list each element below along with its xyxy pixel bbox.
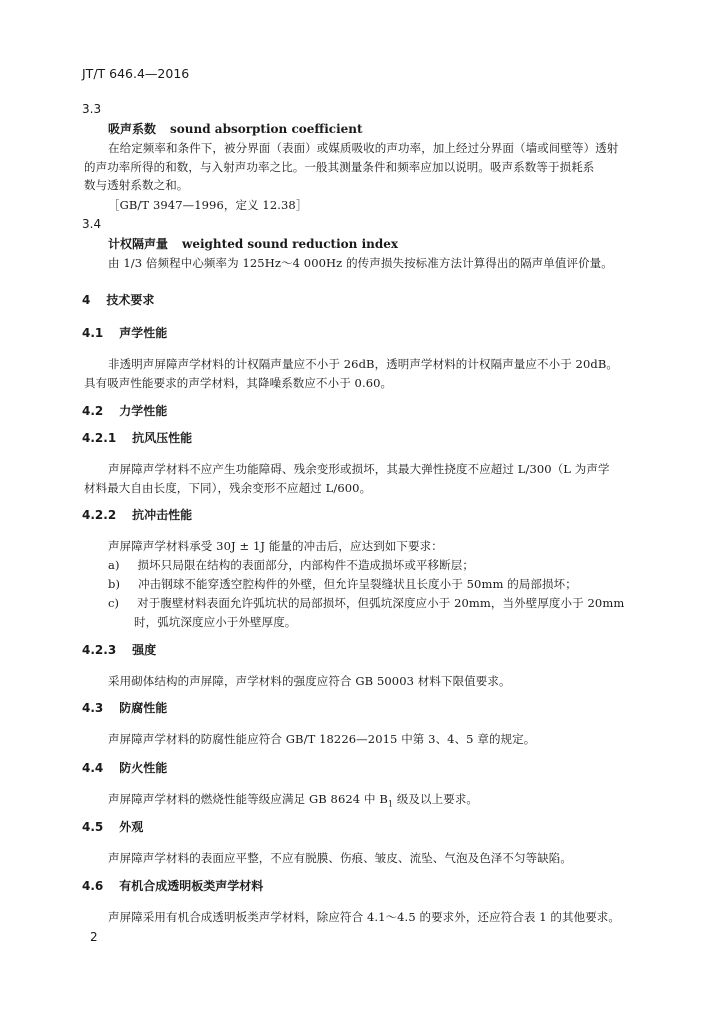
text-part: 级及以上要求。 (393, 792, 479, 806)
clause-number-3-4: 3.4 (82, 217, 102, 231)
section-heading-4-2-1 (82, 430, 192, 446)
section-number: 4 (82, 293, 91, 307)
section-number: 4.4 (82, 761, 104, 775)
paragraph-line: 声屏障声学材料承受 30J ± 1J 能量的冲击后，应达到如下要求： (108, 539, 443, 553)
definition-line: 在给定频率和条件下，被分界面（表面）或媒质吸收的声功率，加上经过分界面（墙或间壁等）透射 (108, 141, 619, 155)
section-title: 声学性能 (119, 326, 168, 340)
section-heading-4-2-2 (82, 507, 192, 523)
paragraph-line: 声屏障采用有机合成透明板类声学材料，除应符合 4.1～4.5 的要求外，还应符合表 1 的其他要求。 (108, 910, 621, 924)
section-heading-4 (82, 292, 154, 308)
clause-number-3-3: 3.3 (82, 102, 102, 116)
paragraph-line: 材料最大自由长度，下同），残余变形不应超过 L/600。 (84, 481, 372, 495)
list-text: 损坏只局限在结构的表面部分，内部构件不造成损坏或平移断层； (137, 558, 474, 572)
list-text: 对于腹壁材料表面允许弧坑状的局部损坏，但弧坑深度应小于 20mm，当外壁厚度小于 20mm (137, 596, 625, 610)
list-label: c) (108, 596, 120, 610)
paragraph-line: 声屏障声学材料不应产生功能障碍、残余变形或损坏，其最大弹性挠度不应超过 L/300（L 为声学 (108, 462, 610, 476)
section-heading-4-2 (82, 403, 167, 419)
term-en: sound absorption coefficient (170, 122, 363, 136)
section-heading-4-4 (82, 760, 167, 776)
paragraph-line: 声屏障声学材料的防腐性能应符合 GB/T 18226—2015 中第 3、4、5 章的规定。 (108, 732, 536, 746)
list-item-a (108, 557, 474, 573)
term-en: weighted sound reduction index (182, 237, 399, 251)
paragraph-line (108, 791, 478, 812)
text-part: 声屏障声学材料的燃烧性能等级应满足 GB 8624 中 B (108, 792, 388, 806)
list-label: b) (108, 577, 121, 591)
section-title: 有机合成透明板类声学材料 (119, 879, 264, 893)
page-number: 2 (90, 930, 98, 944)
paragraph-line: 具有吸声性能要求的声学材料，其降噪系数应不小于 0.60。 (84, 376, 393, 390)
definition-line: 由 1/3 倍频程中心频率为 125Hz～4 000Hz 的传声损失按标准方法计算得出的隔声单值评价量。 (108, 256, 613, 270)
reference-citation: ［GB/T 3947—1996，定义 12.38］ (108, 198, 308, 212)
section-title: 抗冲击性能 (132, 508, 193, 522)
section-number: 4.1 (82, 326, 104, 340)
section-number: 4.2.3 (82, 643, 117, 657)
section-title: 外观 (119, 820, 144, 834)
list-text-continuation: 时，弧坑深度应小于外壁厚度。 (134, 615, 297, 629)
definition-line: 数与透射系数之和。 (84, 178, 189, 192)
section-number: 4.2 (82, 404, 104, 418)
paragraph-line: 声屏障声学材料的表面应平整，不应有脱膜、伤痕、皱皮、流坠、气泡及色泽不匀等缺陷。 (108, 851, 572, 865)
paragraph-line: 采用砌体结构的声屏障，声学材料的强度应符合 GB 50003 材料下限值要求。 (108, 674, 511, 688)
section-title: 抗风压性能 (132, 431, 193, 445)
list-item-c (108, 595, 624, 611)
section-title: 强度 (132, 643, 157, 657)
term-cn: 吸声系数 (108, 122, 157, 136)
term-heading-3-3 (108, 121, 363, 137)
section-title: 力学性能 (119, 404, 168, 418)
section-number: 4.5 (82, 820, 104, 834)
section-number: 4.6 (82, 879, 104, 893)
section-title: 防腐性能 (119, 701, 168, 715)
list-label: a) (108, 558, 120, 572)
section-heading-4-2-3 (82, 642, 156, 658)
definition-line: 的声功率所得的和数，与入射声功率之比。一般其测量条件和频率应加以说明。吸声系数等于损耗系 (84, 160, 595, 174)
term-heading-3-4 (108, 236, 398, 252)
section-number: 4.2.1 (82, 431, 117, 445)
term-cn: 计权隔声量 (108, 237, 169, 251)
section-heading-4-6 (82, 878, 263, 894)
section-title: 技术要求 (106, 293, 155, 307)
list-text: 冲击钢球不能穿透空腔构件的外壁，但允许呈裂缝状且长度小于 50mm 的局部损坏； (138, 577, 577, 591)
section-number: 4.3 (82, 701, 104, 715)
paragraph-line: 非透明声屏障声学材料的计权隔声量应不小于 26dB，透明声学材料的计权隔声量应不小于 20dB。 (108, 357, 618, 371)
section-title: 防火性能 (119, 761, 168, 775)
section-heading-4-1 (82, 325, 167, 341)
section-number: 4.2.2 (82, 508, 117, 522)
list-item-b (108, 576, 577, 592)
subscript: 1 (387, 799, 394, 809)
standard-header: JT/T 646.4—2016 (82, 66, 190, 81)
section-heading-4-5 (82, 819, 143, 835)
section-heading-4-3 (82, 700, 167, 716)
